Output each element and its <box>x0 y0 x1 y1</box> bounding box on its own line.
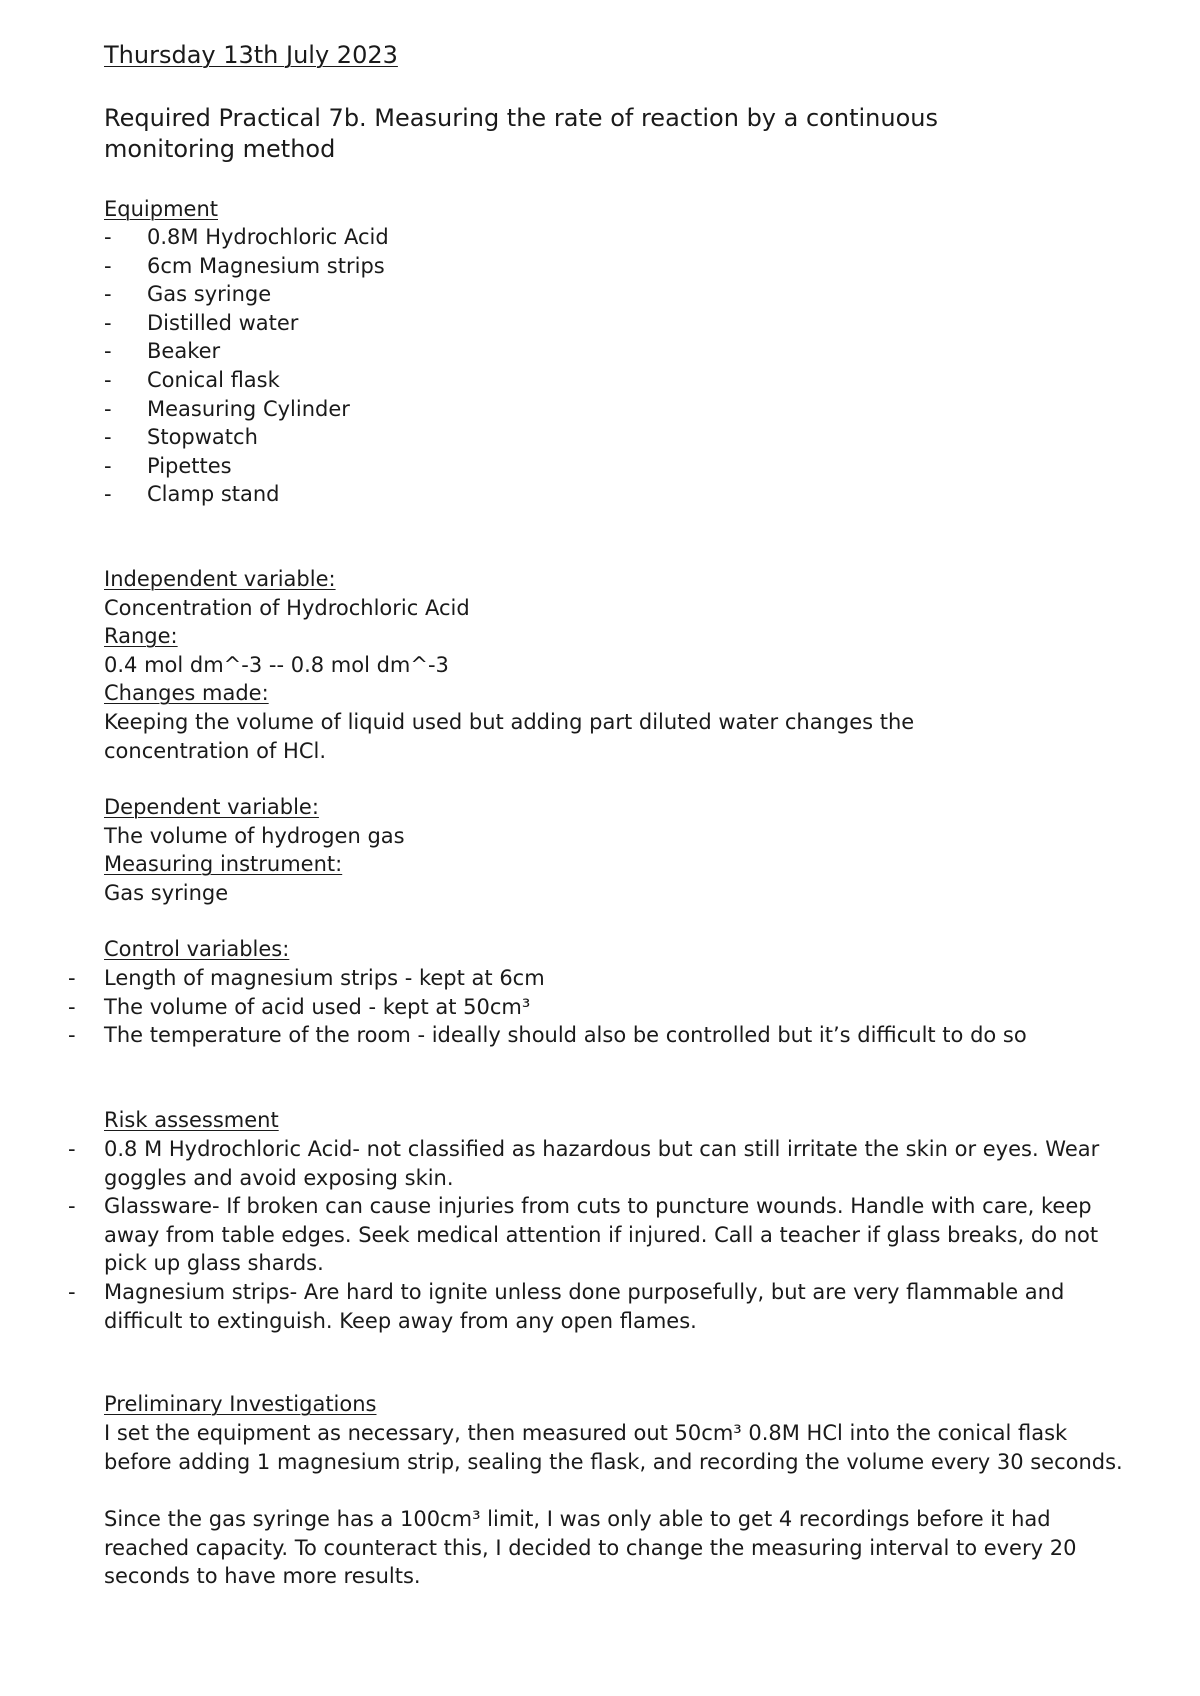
control-variables-heading: Control variables: <box>104 937 290 961</box>
measuring-instrument-heading: Measuring instrument: <box>104 852 343 876</box>
list-item: - 0.8 M Hydrochloric Acid- not classified as hazardous but can still irritate the skin or eyes. Wear goggles and avoid exposing skin. <box>104 1135 1124 1192</box>
list-item: - The volume of acid used - kept at 50cm³ <box>104 993 1124 1022</box>
range-value: 0.4 mol dm^-3 -- 0.8 mol dm^-3 <box>104 653 449 677</box>
dependent-variable-value: The volume of hydrogen gas <box>104 824 405 848</box>
list-item: - Beaker <box>104 337 389 366</box>
date-heading: Thursday 13th July 2023 <box>104 41 398 69</box>
measuring-instrument-value: Gas syringe <box>104 881 229 905</box>
range-heading: Range: <box>104 624 178 648</box>
list-item: - Measuring Cylinder <box>104 395 389 424</box>
list-item: - Length of magnesium strips - kept at 6cm <box>104 964 1124 993</box>
independent-variable-value: Concentration of Hydrochloric Acid <box>104 596 470 620</box>
list-item: - Conical flask <box>104 366 389 395</box>
list-item: - Glassware- If broken can cause injuries from cuts to puncture wounds. Handle with care, keep away from table edges. Seek medical attention if injured. Call a teacher if glass breaks, do not pick up glass shards. <box>104 1192 1124 1278</box>
preliminary-paragraph-2: Since the gas syringe has a 100cm³ limit, I was only able to get 4 recordings before it had reached capacity. To counteract this, I decided to change the measuring interval to every 20 seconds to have more results. <box>104 1507 1077 1589</box>
list-item: - Magnesium strips- Are hard to ignite unless done purposefully, but are very flammable and difficult to extinguish. Keep away from any open flames. <box>104 1278 1124 1335</box>
list-item: - The temperature of the room - ideally should also be controlled but it’s difficult to do so <box>104 1021 1124 1050</box>
independent-variable-heading: Independent variable: <box>104 567 336 591</box>
list-item: - 0.8M Hydrochloric Acid <box>104 223 389 252</box>
preliminary-investigations-heading: Preliminary Investigations <box>104 1392 377 1416</box>
list-item: - 6cm Magnesium strips <box>104 252 389 281</box>
equipment-heading: Equipment <box>104 197 218 221</box>
risk-assessment-heading: Risk assessment <box>104 1108 279 1132</box>
control-variables-list <box>104 964 1124 1050</box>
risk-assessment-list <box>104 1135 1124 1335</box>
changes-heading: Changes made: <box>104 681 269 705</box>
preliminary-paragraph-1: I set the equipment as necessary, then measured out 50cm³ 0.8M HCl into the conical flask before adding 1 magnesium strip, sealing the flask, and recording the volume every 30 seconds. <box>104 1421 1123 1474</box>
list-item: - Stopwatch <box>104 423 389 452</box>
equipment-list <box>104 223 389 509</box>
list-item: - Pipettes <box>104 452 389 481</box>
list-item: - Clamp stand <box>104 480 389 509</box>
list-item: - Distilled water <box>104 309 389 338</box>
page-title: Required Practical 7b. Measuring the rate of reaction by a continuous monitoring method <box>104 104 938 163</box>
list-item: - Gas syringe <box>104 280 389 309</box>
changes-value: Keeping the volume of liquid used but adding part diluted water changes the concentration of HCl. <box>104 710 915 763</box>
dependent-variable-heading: Dependent variable: <box>104 795 319 819</box>
